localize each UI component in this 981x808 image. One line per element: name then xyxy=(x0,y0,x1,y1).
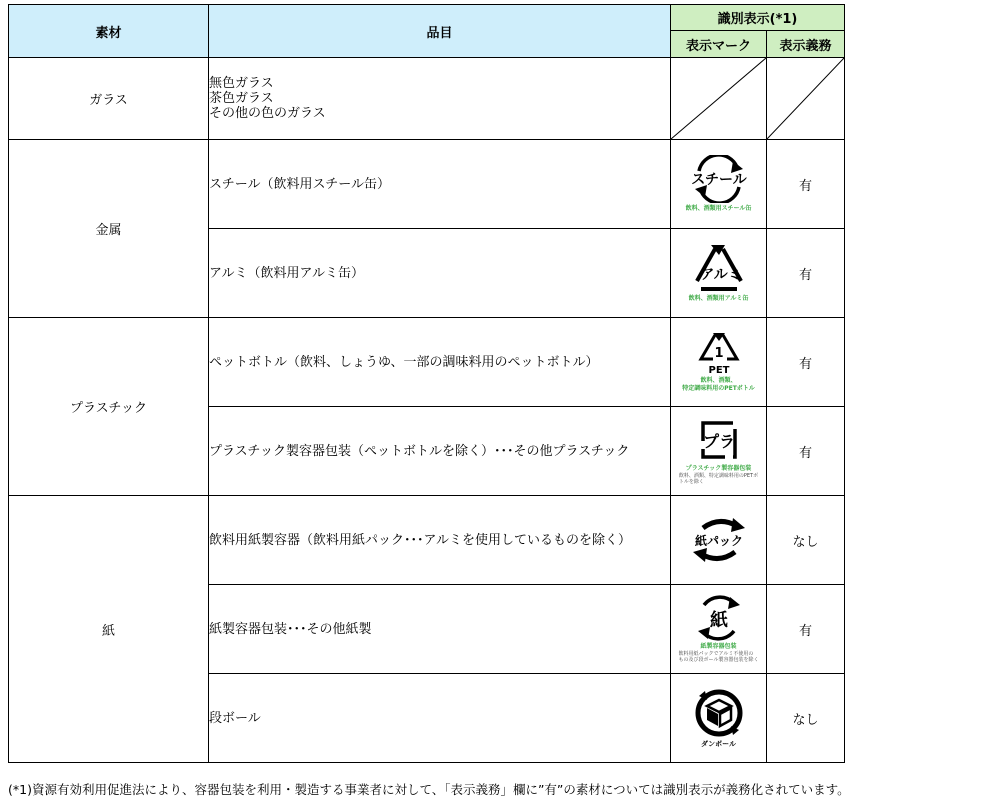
table-row xyxy=(9,318,845,407)
table-row xyxy=(9,496,845,585)
paper-pack-recycle-icon xyxy=(689,514,749,566)
footnote: (*1)資源有効利用促進法により、容器包装を利用・製造する事業者に対して、「表示義務」欄に”有”の素材については識別表示が義務化されています。 xyxy=(8,782,850,797)
pet-mark-text: PET xyxy=(708,365,729,375)
item-glass-other: その他の色のガラス xyxy=(209,106,326,121)
item-paper-container: 紙製容器包装･･･その他紙製 xyxy=(209,585,671,674)
mark-steel xyxy=(671,140,767,229)
aluminum-recycle-icon xyxy=(691,243,747,293)
item-glass xyxy=(209,58,671,140)
material-metal: 金属 xyxy=(9,140,209,318)
steel-recycle-icon xyxy=(691,155,747,203)
paper-container-recycle-icon xyxy=(694,595,744,641)
obligation-aluminum: 有 xyxy=(767,229,845,318)
steel-mark-caption: 飲料、酒類用スチール缶 xyxy=(685,205,752,212)
mark-pla xyxy=(671,407,767,496)
item-plastic-packaging: プラスチック製容器包装（ペットボトルを除く）･･･その他プラスチック xyxy=(209,407,671,496)
header-identification: 識別表示(*1) xyxy=(671,5,845,31)
mark-pet xyxy=(671,318,767,407)
cardboard-mark-caption: ダンボール xyxy=(701,739,736,748)
mark-cardboard xyxy=(671,674,767,763)
obligation-pla: 有 xyxy=(767,407,845,496)
header-mark: 表示マーク xyxy=(671,31,767,58)
obligation-paper-container: 有 xyxy=(767,585,845,674)
pet-recycle-icon xyxy=(695,331,743,375)
obligation-glass-none xyxy=(767,58,845,140)
item-glass-brown: 茶色ガラス xyxy=(209,91,274,106)
material-paper: 紙 xyxy=(9,496,209,763)
item-pet: ペットボトル（飲料、しょうゆ、一部の調味料用のペットボトル） xyxy=(209,318,671,407)
pla-mark-text: プラ xyxy=(702,432,735,451)
item-paper-pack: 飲料用紙製容器（飲料用紙パック･･･アルミを使用しているものを除く） xyxy=(209,496,671,585)
table-row xyxy=(9,58,845,140)
pla-recycle-icon xyxy=(693,417,745,463)
aluminum-mark-caption: 飲料、酒類用アルミ缶 xyxy=(688,295,749,302)
paper-container-mark-caption: 紙製容器包装 xyxy=(700,643,737,650)
header-item: 品目 xyxy=(209,5,671,58)
mark-glass-none xyxy=(671,58,767,140)
cardboard-recycle-icon xyxy=(691,688,747,738)
pla-mark-caption: プラスチック製容器包装 xyxy=(685,465,752,472)
item-aluminum: アルミ（飲料用アルミ缶） xyxy=(209,229,671,318)
paper-container-mark-text: 紙 xyxy=(709,610,728,631)
steel-mark-text: スチール xyxy=(690,172,747,188)
item-cardboard: 段ボール xyxy=(209,674,671,763)
pet-mark-number: 1 xyxy=(713,346,724,361)
aluminum-mark-text: アルミ xyxy=(699,267,742,283)
mark-paper-container xyxy=(671,585,767,674)
header-obligation: 表示義務 xyxy=(767,31,845,58)
pet-mark-caption: 飲料、酒類、 特定調味料用のPETボトル xyxy=(682,377,755,392)
pla-mark-note: 飲料、酒類、特定調味料用のPETボ トルを除く xyxy=(678,473,759,485)
paper-container-mark-note: 飲料用紙パックでアルミ不使用の もの及び段ボール製容器包装を除く xyxy=(678,651,759,663)
header-material: 素材 xyxy=(9,5,209,58)
obligation-cardboard: なし xyxy=(767,674,845,763)
obligation-paper-pack: なし xyxy=(767,496,845,585)
item-glass-colorless: 無色ガラス xyxy=(209,76,274,91)
recycle-mark-table xyxy=(8,4,845,763)
item-steel: スチール（飲料用スチール缶） xyxy=(209,140,671,229)
mark-aluminum xyxy=(671,229,767,318)
mark-paper-pack xyxy=(671,496,767,585)
table-row xyxy=(9,140,845,229)
material-plastic: プラスチック xyxy=(9,318,209,496)
obligation-steel: 有 xyxy=(767,140,845,229)
obligation-pet: 有 xyxy=(767,318,845,407)
material-glass: ガラス xyxy=(9,58,209,140)
paper-pack-mark-text: 紙パック xyxy=(694,534,743,548)
